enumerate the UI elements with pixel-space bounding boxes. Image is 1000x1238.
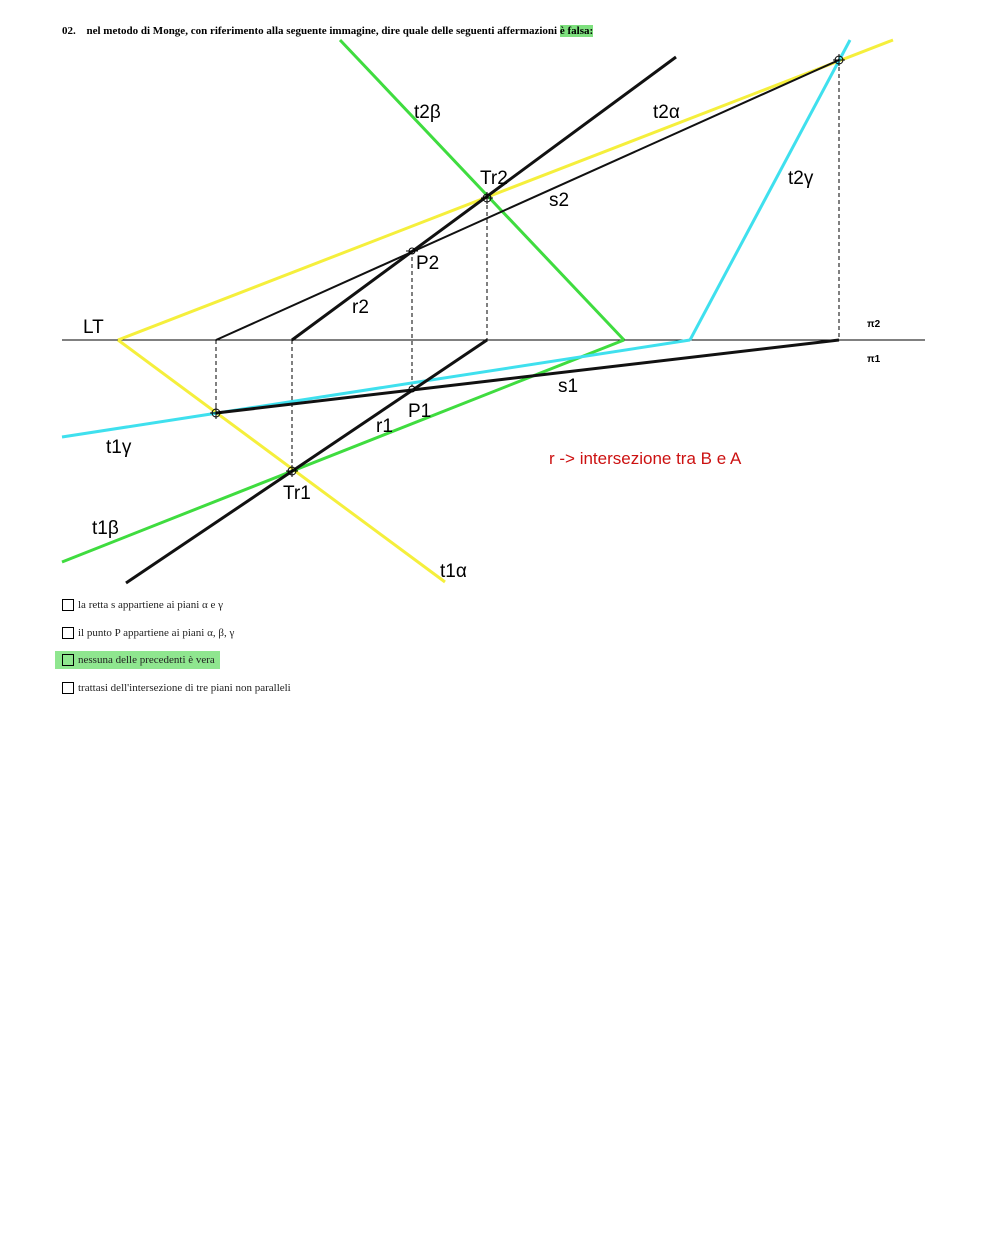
trace-t2beta xyxy=(340,40,624,340)
label-t2gamma: t2γ xyxy=(788,168,814,189)
label-lt: LT xyxy=(83,317,104,338)
label-r2: r2 xyxy=(352,297,369,318)
label-t1gamma: t1γ xyxy=(106,437,132,458)
line-s1 xyxy=(216,340,839,413)
plane-gamma-traces xyxy=(62,40,850,437)
label-s2: s2 xyxy=(549,190,570,211)
label-t1beta: t1β xyxy=(92,518,119,539)
answer-option-3[interactable] xyxy=(55,651,220,669)
checkbox-3[interactable] xyxy=(62,654,74,666)
checkbox-2[interactable] xyxy=(62,627,74,639)
label-pi2: π2 xyxy=(867,319,881,330)
checkbox-4[interactable] xyxy=(62,682,74,694)
answer-label-1: la retta s appartiene ai piani α e γ xyxy=(78,599,224,611)
label-p1: P1 xyxy=(408,401,432,422)
annotation-note: r -> intersezione tra B e A xyxy=(549,449,742,468)
trace-t2gamma xyxy=(690,40,850,340)
label-tr2: Tr2 xyxy=(480,168,508,189)
lines-r-s xyxy=(126,57,839,583)
point-markers xyxy=(210,54,845,477)
label-t1alpha: t1α xyxy=(440,561,467,582)
question-number: 02. xyxy=(62,25,76,37)
answer-label-3: nessuna delle precedenti è vera xyxy=(78,654,215,666)
label-t2alpha: t2α xyxy=(653,102,680,123)
answer-label-4: trattasi dell'intersezione di tre piani non paralleli xyxy=(78,682,291,694)
label-pi1: π1 xyxy=(867,354,881,365)
question-highlight: è falsa: xyxy=(559,25,594,37)
answer-option-4[interactable] xyxy=(62,679,291,697)
answer-option-2[interactable] xyxy=(62,624,234,642)
label-r1: r1 xyxy=(376,416,393,437)
answer-option-1[interactable] xyxy=(62,596,223,614)
checkbox-1[interactable] xyxy=(62,599,74,611)
label-tr1: Tr1 xyxy=(283,483,311,504)
answer-label-2: il punto P appartiene ai piani α, β, γ xyxy=(78,627,235,639)
question-body: nel metodo di Monge, con riferimento alla seguente immagine, dire quale delle seguenti affermazioni xyxy=(86,25,558,37)
line-s2 xyxy=(216,60,839,340)
label-p2: P2 xyxy=(416,253,440,274)
trace-t1alpha xyxy=(118,340,445,582)
trace-t2alpha xyxy=(118,40,893,340)
label-t2beta: t2β xyxy=(414,102,441,123)
trace-t1beta xyxy=(62,340,624,562)
line-r1 xyxy=(126,340,487,583)
label-s1: s1 xyxy=(558,376,579,397)
monge-diagram xyxy=(0,0,1000,600)
plane-alpha-traces xyxy=(118,40,893,582)
